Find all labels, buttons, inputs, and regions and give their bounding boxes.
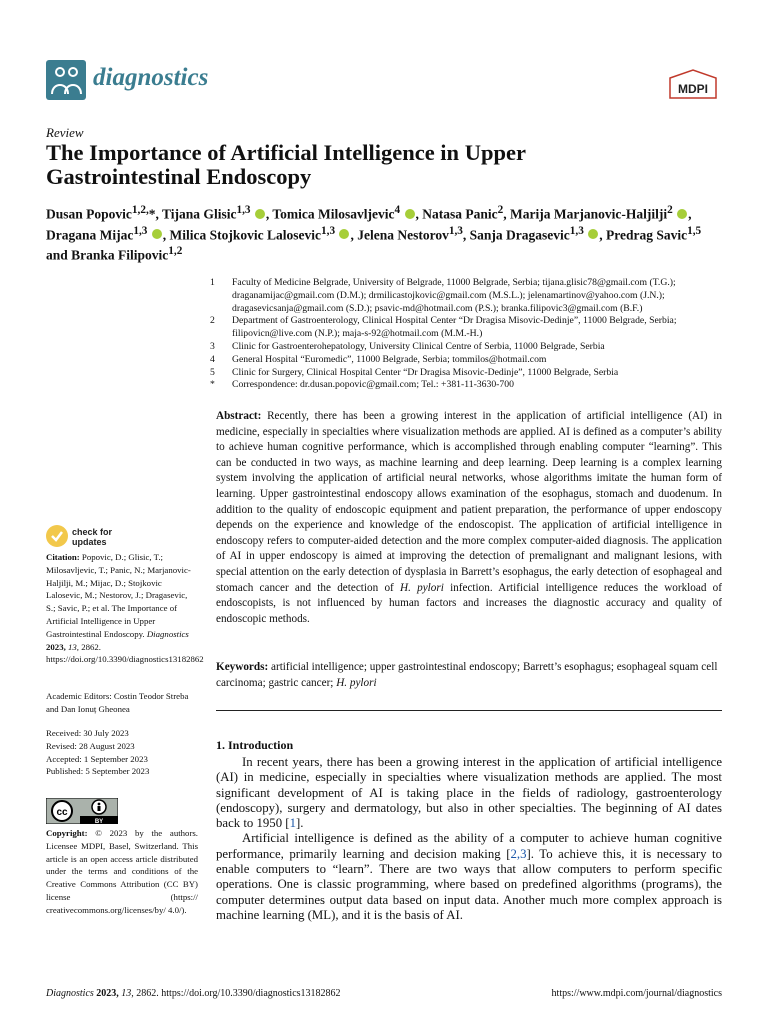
abstract-text-2: infection. Artificial intelligence reduces the workload of endoscopists, is not influenced by human factors and increases the diagnostic accuracy and quality of endoscopic methods. — [216, 581, 722, 625]
author-name[interactable]: Branka Filipovic — [71, 247, 169, 263]
article-title — [46, 141, 686, 189]
author-affiliation-sup: 1,5 — [687, 224, 702, 237]
citation-year: 2023, — [46, 641, 66, 652]
author-name[interactable]: Tomica Milosavljevic — [272, 206, 395, 222]
abstract-italic: H. pylori — [400, 581, 444, 594]
abstract-label: Abstract: — [216, 410, 262, 422]
affiliation-item — [210, 367, 730, 380]
paragraph-text: Artificial intelligence is defined as the ability of a computer to achieve human cognitive performance, primarily learning and decision making [ — [216, 831, 722, 861]
check-updates-line2: updates — [72, 537, 107, 547]
publication-dates — [46, 727, 198, 778]
author-name[interactable]: Milica Stojkovic Lalosevic — [169, 227, 322, 242]
paragraph-text: ]. To achieve this, it is necessary to enable computers to “learn”. There are two ways that allow computers to perform specific operations. One is classic programming, where based on predefined algorithms (programs), the computer determines output data based on input data. Another much more complex approach is machine learning (ML), and it is the basis of AI. — [216, 846, 722, 922]
footer-volume: 13, — [121, 988, 134, 999]
keywords-label: Keywords: — [216, 661, 269, 673]
affiliation-item — [210, 277, 730, 315]
footer-doi[interactable]: 2862. https://doi.org/10.3390/diagnostics13182862 — [136, 988, 341, 999]
keywords — [216, 660, 722, 691]
author-name[interactable]: Natasa Panic — [422, 206, 498, 222]
author-name[interactable]: Marija Marjanovic-Haljilji — [510, 206, 668, 222]
copyright-notice — [46, 827, 198, 917]
cc-by-text: BY — [94, 819, 104, 824]
citation-text: Popovic, D.; Glisic, T.; Milosavljevic, T.; Panic, N.; Marjanovic-Haljilji, M.; Mijac, D.; Stojkovic Lalosevic, M.; Nestorov, J.; Dragasevic, S.; Savic, P.; et al. The Importance of Artificial Intelligence in Upper Gastrointestinal Endoscopy. — [46, 552, 191, 639]
article-type: Review — [46, 125, 84, 140]
received-date: Received: 30 July 2023 — [46, 728, 129, 738]
affiliation-text: Department of Gastroenterology, Clinical Hospital Center “Dr Dragisa Misovic-Dedinje”, 11000 Belgrade, Serbia; filipovicn@live.com (N.P.); maja-s-92@hotmail.com (M.M.-H.) — [232, 315, 677, 340]
affiliation-number: 1 — [210, 277, 215, 288]
corresponding-star: * — [148, 206, 156, 222]
keywords-italic: H. pylori — [336, 676, 377, 689]
copyright-label: Copyright: — [46, 828, 88, 838]
author-name[interactable]: Dusan Popovic — [46, 206, 132, 222]
introduction-body — [216, 755, 722, 923]
published-date: Published: 5 September 2023 — [46, 766, 150, 777]
affiliation-item — [210, 315, 730, 341]
footer-journal: Diagnostics — [46, 988, 94, 999]
affiliation-item — [210, 354, 730, 367]
citation-block — [46, 551, 204, 666]
affiliation-item — [210, 341, 730, 354]
mdpi-text: MDPI — [678, 82, 708, 96]
footer-url[interactable]: https://www.mdpi.com/journal/diagnostics — [551, 988, 722, 999]
journal-name[interactable]: diagnostics — [93, 64, 209, 91]
paragraph — [216, 755, 722, 831]
citation-journal: Diagnostics — [146, 628, 189, 639]
author-affiliation-sup: 1,3 — [133, 224, 148, 237]
check-updates-line1: check for — [72, 527, 113, 537]
author-affiliation-sup: 1,2, — [131, 204, 149, 216]
citation-doi[interactable]: 2862. https://doi.org/10.3390/diagnostics13182862 — [46, 641, 204, 665]
copyright-text: © 2023 by the authors. Licensee MDPI, Basel, Switzerland. This article is an open access article distributed under the terms and conditions of the Creative Commons Attribution (CC BY) license (https:// creativecommons.org/licenses/by/ 4.0/). — [46, 828, 199, 915]
journal-logo-icon — [46, 60, 86, 100]
author-name[interactable]: Jelena Nestorov — [357, 227, 449, 242]
author-affiliation-sup: 1,2 — [168, 245, 183, 257]
cc-license-badge[interactable] — [46, 798, 118, 824]
affiliation-text: Clinic for Gastroenterohepatology, University Clinical Centre of Serbia, 11000 Belgrade, Serbia — [232, 340, 605, 352]
author-name[interactable]: Predrag Savic — [605, 227, 688, 242]
author-affiliation-sup: 1,3 — [321, 224, 336, 237]
abstract — [216, 409, 722, 627]
author-affiliation-sup: 1,3 — [448, 224, 463, 237]
author-name[interactable]: Tijana Glisic — [162, 206, 237, 222]
orcid-icon[interactable] — [405, 209, 415, 219]
check-updates-icon — [46, 525, 68, 547]
author-affiliation-sup: 2 — [497, 204, 504, 216]
orcid-icon[interactable] — [152, 229, 162, 239]
paragraph-text: ]. — [295, 816, 304, 831]
citation-link[interactable]: 2,3 — [510, 846, 527, 861]
orcid-icon[interactable] — [339, 229, 349, 239]
affiliation-text: General Hospital “Euromedic”, 11000 Belgrade, Serbia; tommilos@hotmail.com — [232, 353, 547, 365]
citation-label: Citation: — [46, 552, 80, 562]
author-affiliation-sup: 4 — [394, 204, 401, 216]
author-list: Dusan Popovic$^{1,2,}$*, Tijana Glisic$^{1,3}$ , Tomica Milosavljevic$^4$ , Natasa Panic$^2$, Marija Marjanovic-Haljilji$^2$ , Dragana Mijac$^{1,3}$ , Milica Stojkovic Lalosevic$^{1,3}$ , Jelena Nestorov$^{1,3}$, Sanja Dragasevic$^{1,3}$ , Predrag Savic$^{1,5}$ and Branka Filipovic$^{1,2}$ — [46, 204, 702, 263]
abstract-text-1: Recently, there has been a growing interest in the application of artificial intelligence (AI) in medicine, especially in specialties where visualization methods are applied. AI is defined as a computer’s ability to achieve human cognitive performance, which is accomplished through enabling computer “learning”. This can be conducted in two ways, as machine learning and deep learning. Deep learning is a complex learning system involving the application of artificial neural networks, whose algorithms imitate the human form of learning. Upper gastrointestinal endoscopy allows examination of the esophagus, stomach and duodenum. In addition to the quality of endoscopic equipment and patient preparation, the performance of upper endoscopy depends on the experience and knowledge of the endoscopist. The application of artificial intelligence in endoscopy refers to computer-aided detection and the more complex computer-aided diagnosis. The application of AI in upper endoscopy is aimed at improving the detection of premalignant and malignant lesions, with special attention on the early detection of dysplasia in Barrett’s esophagus, the early detection of esophageal and stomach cancer and the detection of — [216, 410, 723, 594]
orcid-icon[interactable] — [255, 209, 265, 219]
affiliation-number: 3 — [210, 340, 215, 352]
orcid-icon[interactable] — [588, 229, 598, 239]
citation-volume: 13, — [68, 641, 79, 652]
affiliation-text: Clinic for Surgery, Clinical Hospital Center “Dr Dragisa Misovic-Dedinje”, 11000 Belgrade, Serbia — [232, 366, 619, 378]
keywords-text: artificial intelligence; upper gastrointestinal endoscopy; Barrett’s esophagus; esophageal squam cell carcinoma; gastric cancer; — [216, 661, 718, 689]
affiliation-item — [210, 379, 730, 392]
orcid-icon[interactable] — [677, 209, 687, 219]
author-name[interactable]: Sanja Dragasevic — [469, 227, 570, 242]
affiliations — [210, 277, 730, 392]
title-line-1: The Importance of Artificial Intelligence in Upper — [46, 140, 526, 165]
section-divider — [216, 710, 722, 711]
affiliation-number: 4 — [210, 353, 215, 365]
check-for-updates-button[interactable] — [46, 525, 166, 551]
cc-text: cc — [56, 807, 68, 818]
citation-link[interactable]: 1 — [289, 816, 296, 831]
academic-editors: Academic Editors: Costin Teodor Streba and Dan Ionuț Gheonea — [46, 691, 189, 714]
title-line-2: Gastrointestinal Endoscopy — [46, 164, 312, 189]
footer-year: 2023, — [96, 988, 119, 999]
accepted-date: Accepted: 1 September 2023 — [46, 753, 148, 764]
author-name[interactable]: Dragana Mijac — [46, 227, 134, 242]
affiliation-number: 5 — [210, 366, 215, 378]
section-heading: 1. Introduction — [216, 738, 294, 752]
affiliation-number: 2 — [210, 315, 215, 327]
paragraph — [216, 831, 722, 923]
author-affiliation-sup: 1,3 — [569, 224, 584, 237]
affiliation-text: Faculty of Medicine Belgrade, University of Belgrade, 11000 Belgrade, Serbia; tijana.glisic78@gmail.com (T.G.); draganamijac@gmail.com (D.M.); drmilicastojkovic@gmail.com (M.S.L.); jelenamartinov@yahoo.com (J.N.); dragasevicsanja@gmail.com (S.D.); psavic-md@hotmail.com (P.S.); branka.filipovic3@gmail.com (B.F.) — [232, 277, 676, 314]
affiliation-text: Correspondence: dr.dusan.popovic@gmail.com; Tel.: +381-11-3630-700 — [232, 379, 514, 391]
revised-date: Revised: 28 August 2023 — [46, 740, 135, 751]
paragraph-text: In recent years, there has been a growing interest in the application of artificial intelligence (AI) in medicine, especially in specialties where visualization methods are applied. The most significant development of AI is taking place in the fields of radiology, gastroenterology (endoscopy), surgery and dermatology, but also in other specialties. The beginning of AI dates back to 1950 [ — [216, 755, 722, 831]
mdpi-logo[interactable] — [666, 68, 720, 102]
author-affiliation-sup: 2 — [667, 204, 673, 216]
footer-citation — [46, 988, 341, 999]
affiliation-number: * — [210, 379, 215, 391]
author-affiliation-sup: 1,3 — [236, 204, 251, 216]
